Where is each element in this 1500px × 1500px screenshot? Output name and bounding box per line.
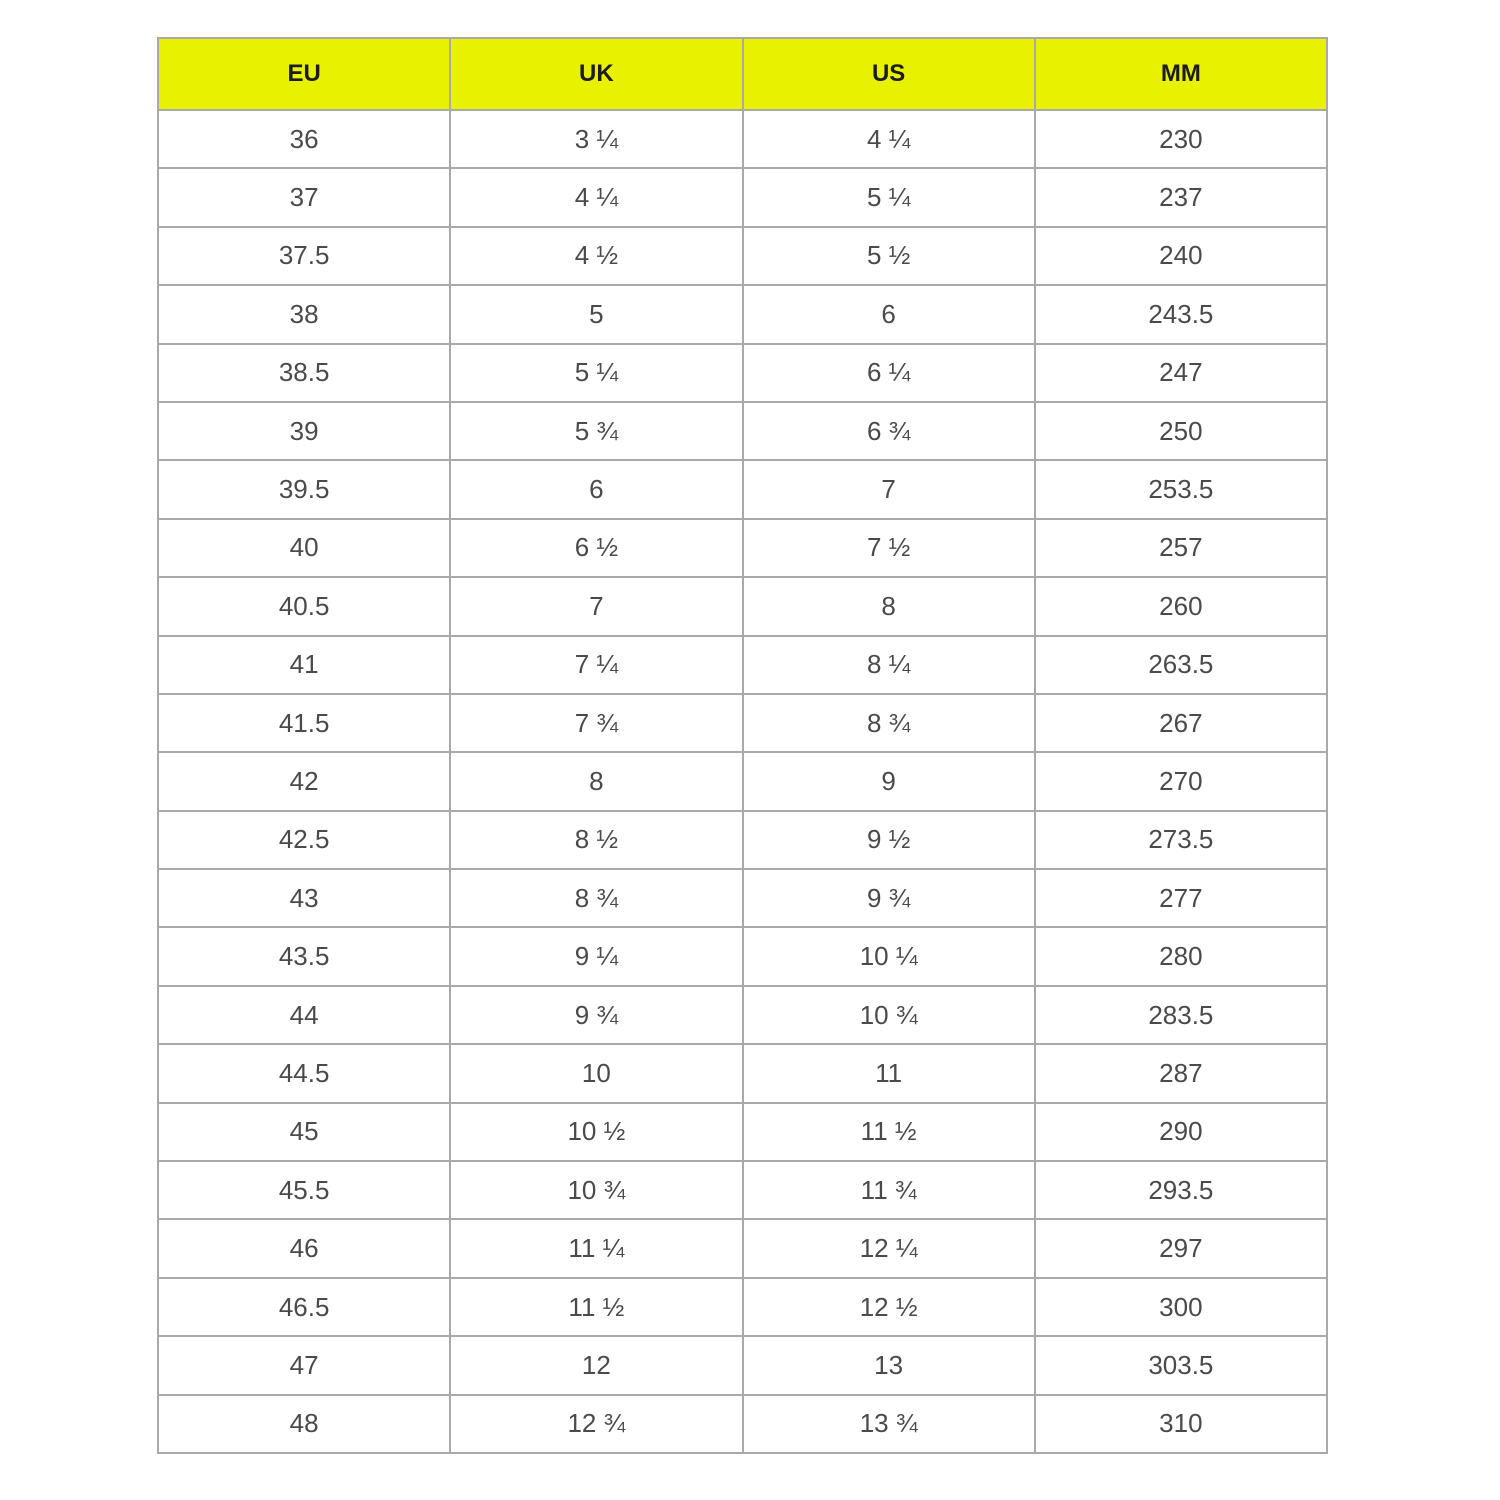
table-row xyxy=(158,986,1327,1044)
cell-eu: 38.5 xyxy=(158,344,450,402)
cell-uk: 6 ½ xyxy=(450,519,742,577)
table-row xyxy=(158,577,1327,635)
cell-mm: 247 xyxy=(1035,344,1327,402)
cell-us: 12 ½ xyxy=(743,1278,1035,1336)
cell-eu: 44.5 xyxy=(158,1044,450,1102)
table-row xyxy=(158,1161,1327,1219)
cell-eu: 47 xyxy=(158,1336,450,1394)
cell-eu: 43 xyxy=(158,869,450,927)
cell-us: 6 xyxy=(743,285,1035,343)
cell-uk: 4 ¼ xyxy=(450,168,742,226)
cell-mm: 300 xyxy=(1035,1278,1327,1336)
cell-uk: 8 ½ xyxy=(450,811,742,869)
cell-us: 13 xyxy=(743,1336,1035,1394)
cell-uk: 6 xyxy=(450,460,742,518)
cell-eu: 36 xyxy=(158,110,450,168)
cell-us: 5 ¼ xyxy=(743,168,1035,226)
cell-us: 13 ¾ xyxy=(743,1395,1035,1453)
cell-uk: 12 ¾ xyxy=(450,1395,742,1453)
cell-us: 9 ½ xyxy=(743,811,1035,869)
cell-mm: 240 xyxy=(1035,227,1327,285)
cell-uk: 12 xyxy=(450,1336,742,1394)
cell-uk: 11 ¼ xyxy=(450,1219,742,1277)
table-row xyxy=(158,1336,1327,1394)
table-row xyxy=(158,869,1327,927)
table-row xyxy=(158,285,1327,343)
table-row xyxy=(158,110,1327,168)
cell-uk: 9 ¼ xyxy=(450,927,742,985)
cell-mm: 283.5 xyxy=(1035,986,1327,1044)
cell-mm: 293.5 xyxy=(1035,1161,1327,1219)
table-row xyxy=(158,927,1327,985)
cell-uk: 8 xyxy=(450,752,742,810)
cell-mm: 263.5 xyxy=(1035,636,1327,694)
table-row xyxy=(158,752,1327,810)
cell-mm: 243.5 xyxy=(1035,285,1327,343)
cell-eu: 40 xyxy=(158,519,450,577)
table-row xyxy=(158,344,1327,402)
cell-us: 11 xyxy=(743,1044,1035,1102)
header-uk: UK xyxy=(450,38,742,110)
cell-eu: 39 xyxy=(158,402,450,460)
cell-mm: 273.5 xyxy=(1035,811,1327,869)
cell-eu: 39.5 xyxy=(158,460,450,518)
cell-us: 11 ¾ xyxy=(743,1161,1035,1219)
table-row xyxy=(158,519,1327,577)
cell-uk: 5 ¾ xyxy=(450,402,742,460)
cell-mm: 257 xyxy=(1035,519,1327,577)
table-row xyxy=(158,1278,1327,1336)
table-row xyxy=(158,168,1327,226)
cell-mm: 277 xyxy=(1035,869,1327,927)
cell-uk: 9 ¾ xyxy=(450,986,742,1044)
cell-mm: 237 xyxy=(1035,168,1327,226)
cell-us: 8 ¾ xyxy=(743,694,1035,752)
cell-uk: 10 xyxy=(450,1044,742,1102)
cell-us: 7 xyxy=(743,460,1035,518)
cell-eu: 41.5 xyxy=(158,694,450,752)
cell-eu: 42 xyxy=(158,752,450,810)
cell-us: 11 ½ xyxy=(743,1103,1035,1161)
cell-uk: 3 ¼ xyxy=(450,110,742,168)
cell-mm: 260 xyxy=(1035,577,1327,635)
cell-mm: 290 xyxy=(1035,1103,1327,1161)
size-chart-table xyxy=(157,37,1328,1454)
table-header xyxy=(158,38,1327,110)
cell-us: 8 ¼ xyxy=(743,636,1035,694)
table-row xyxy=(158,460,1327,518)
cell-mm: 253.5 xyxy=(1035,460,1327,518)
cell-us: 9 xyxy=(743,752,1035,810)
header-us: US xyxy=(743,38,1035,110)
cell-uk: 7 ¾ xyxy=(450,694,742,752)
table-row xyxy=(158,694,1327,752)
table-row xyxy=(158,402,1327,460)
cell-eu: 46.5 xyxy=(158,1278,450,1336)
table-row xyxy=(158,636,1327,694)
cell-mm: 287 xyxy=(1035,1044,1327,1102)
table-row xyxy=(158,811,1327,869)
cell-uk: 10 ½ xyxy=(450,1103,742,1161)
table-row xyxy=(158,1044,1327,1102)
cell-eu: 43.5 xyxy=(158,927,450,985)
cell-eu: 45.5 xyxy=(158,1161,450,1219)
cell-eu: 37 xyxy=(158,168,450,226)
table-row xyxy=(158,1103,1327,1161)
cell-eu: 46 xyxy=(158,1219,450,1277)
cell-mm: 250 xyxy=(1035,402,1327,460)
cell-uk: 4 ½ xyxy=(450,227,742,285)
header-mm: MM xyxy=(1035,38,1327,110)
cell-mm: 303.5 xyxy=(1035,1336,1327,1394)
cell-uk: 7 xyxy=(450,577,742,635)
cell-us: 5 ½ xyxy=(743,227,1035,285)
cell-eu: 44 xyxy=(158,986,450,1044)
cell-us: 9 ¾ xyxy=(743,869,1035,927)
cell-us: 8 xyxy=(743,577,1035,635)
cell-us: 10 ¾ xyxy=(743,986,1035,1044)
cell-eu: 38 xyxy=(158,285,450,343)
cell-uk: 5 ¼ xyxy=(450,344,742,402)
table-row xyxy=(158,1395,1327,1453)
cell-eu: 42.5 xyxy=(158,811,450,869)
cell-us: 10 ¼ xyxy=(743,927,1035,985)
cell-mm: 297 xyxy=(1035,1219,1327,1277)
cell-eu: 45 xyxy=(158,1103,450,1161)
cell-uk: 10 ¾ xyxy=(450,1161,742,1219)
cell-mm: 230 xyxy=(1035,110,1327,168)
cell-us: 12 ¼ xyxy=(743,1219,1035,1277)
header-row xyxy=(158,38,1327,110)
cell-us: 7 ½ xyxy=(743,519,1035,577)
cell-eu: 41 xyxy=(158,636,450,694)
cell-us: 4 ¼ xyxy=(743,110,1035,168)
cell-mm: 270 xyxy=(1035,752,1327,810)
cell-uk: 11 ½ xyxy=(450,1278,742,1336)
header-eu: EU xyxy=(158,38,450,110)
cell-uk: 7 ¼ xyxy=(450,636,742,694)
table-row xyxy=(158,227,1327,285)
cell-eu: 48 xyxy=(158,1395,450,1453)
cell-eu: 37.5 xyxy=(158,227,450,285)
cell-mm: 267 xyxy=(1035,694,1327,752)
table-row xyxy=(158,1219,1327,1277)
cell-mm: 280 xyxy=(1035,927,1327,985)
cell-us: 6 ¾ xyxy=(743,402,1035,460)
cell-uk: 5 xyxy=(450,285,742,343)
cell-us: 6 ¼ xyxy=(743,344,1035,402)
cell-mm: 310 xyxy=(1035,1395,1327,1453)
cell-eu: 40.5 xyxy=(158,577,450,635)
cell-uk: 8 ¾ xyxy=(450,869,742,927)
table-body xyxy=(158,110,1327,1453)
